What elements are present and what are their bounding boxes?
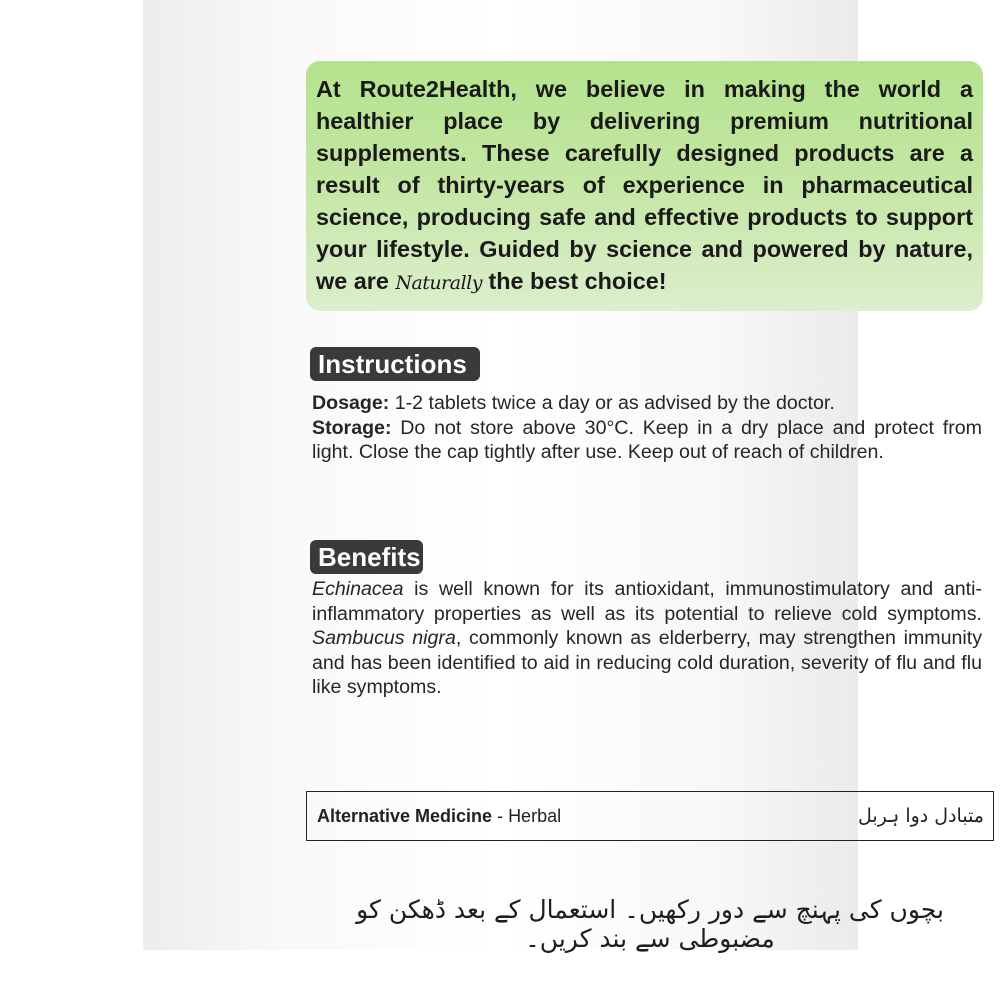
dosage-label: Dosage:	[312, 392, 390, 414]
sambucus-term: Sambucus nigra	[312, 627, 456, 649]
classification-urdu: متبادل دوا ہربل	[858, 805, 984, 827]
naturally-signature: Naturally	[395, 272, 482, 294]
storage-label: Storage:	[312, 416, 392, 439]
benefits-heading: Benefits	[310, 540, 423, 574]
classification-type: Herbal	[508, 805, 562, 826]
classification-category: Alternative Medicine	[317, 805, 493, 826]
classification-box	[306, 791, 994, 841]
echinacea-term: Echinacea	[312, 578, 404, 600]
benefits-text: Echinacea is well known for its antioxidant, immunostimulatory and anti-inflammatory properties as well as its potential to relieve cold symptoms. Sambucus nigra, commonly known as elderberry, may strengthen immunity and has been identified to aid in reducing cold duration, severity of flu and flu like symptoms.	[312, 578, 982, 698]
urdu-warning-text: بچوں کی پہنچ سے دور رکھیں۔ استعمال کے بعد ڈھکن کو مضبوطی سے بند کریں۔	[356, 895, 944, 953]
instructions-body	[312, 391, 982, 465]
benefits-body	[312, 577, 982, 700]
product-label	[143, 0, 984, 953]
storage-line	[312, 416, 982, 465]
classification-english: Alternative Medicine - Herbal	[317, 805, 562, 826]
instructions-heading: Instructions	[310, 347, 480, 381]
brand-intro-box	[306, 61, 983, 311]
storage-text: Do not store above 30°C. Keep in a dry place and protect from light. Close the cap tightly after use. Keep out of reach of children.	[312, 416, 982, 463]
brand-intro-text: At Route2Health, we believe in making the world a healthier place by delivering premium nutritional supplements. These carefully designed products are a result of thirty-years of experience in pharmaceutical science, producing safe and effective products to support your lifestyle. Guided by science and powered by nature, we are Naturally the best choice!	[316, 76, 973, 294]
dosage-line	[312, 391, 982, 416]
dosage-text: 1-2 tablets twice a day or as advised by the doctor.	[389, 392, 835, 414]
